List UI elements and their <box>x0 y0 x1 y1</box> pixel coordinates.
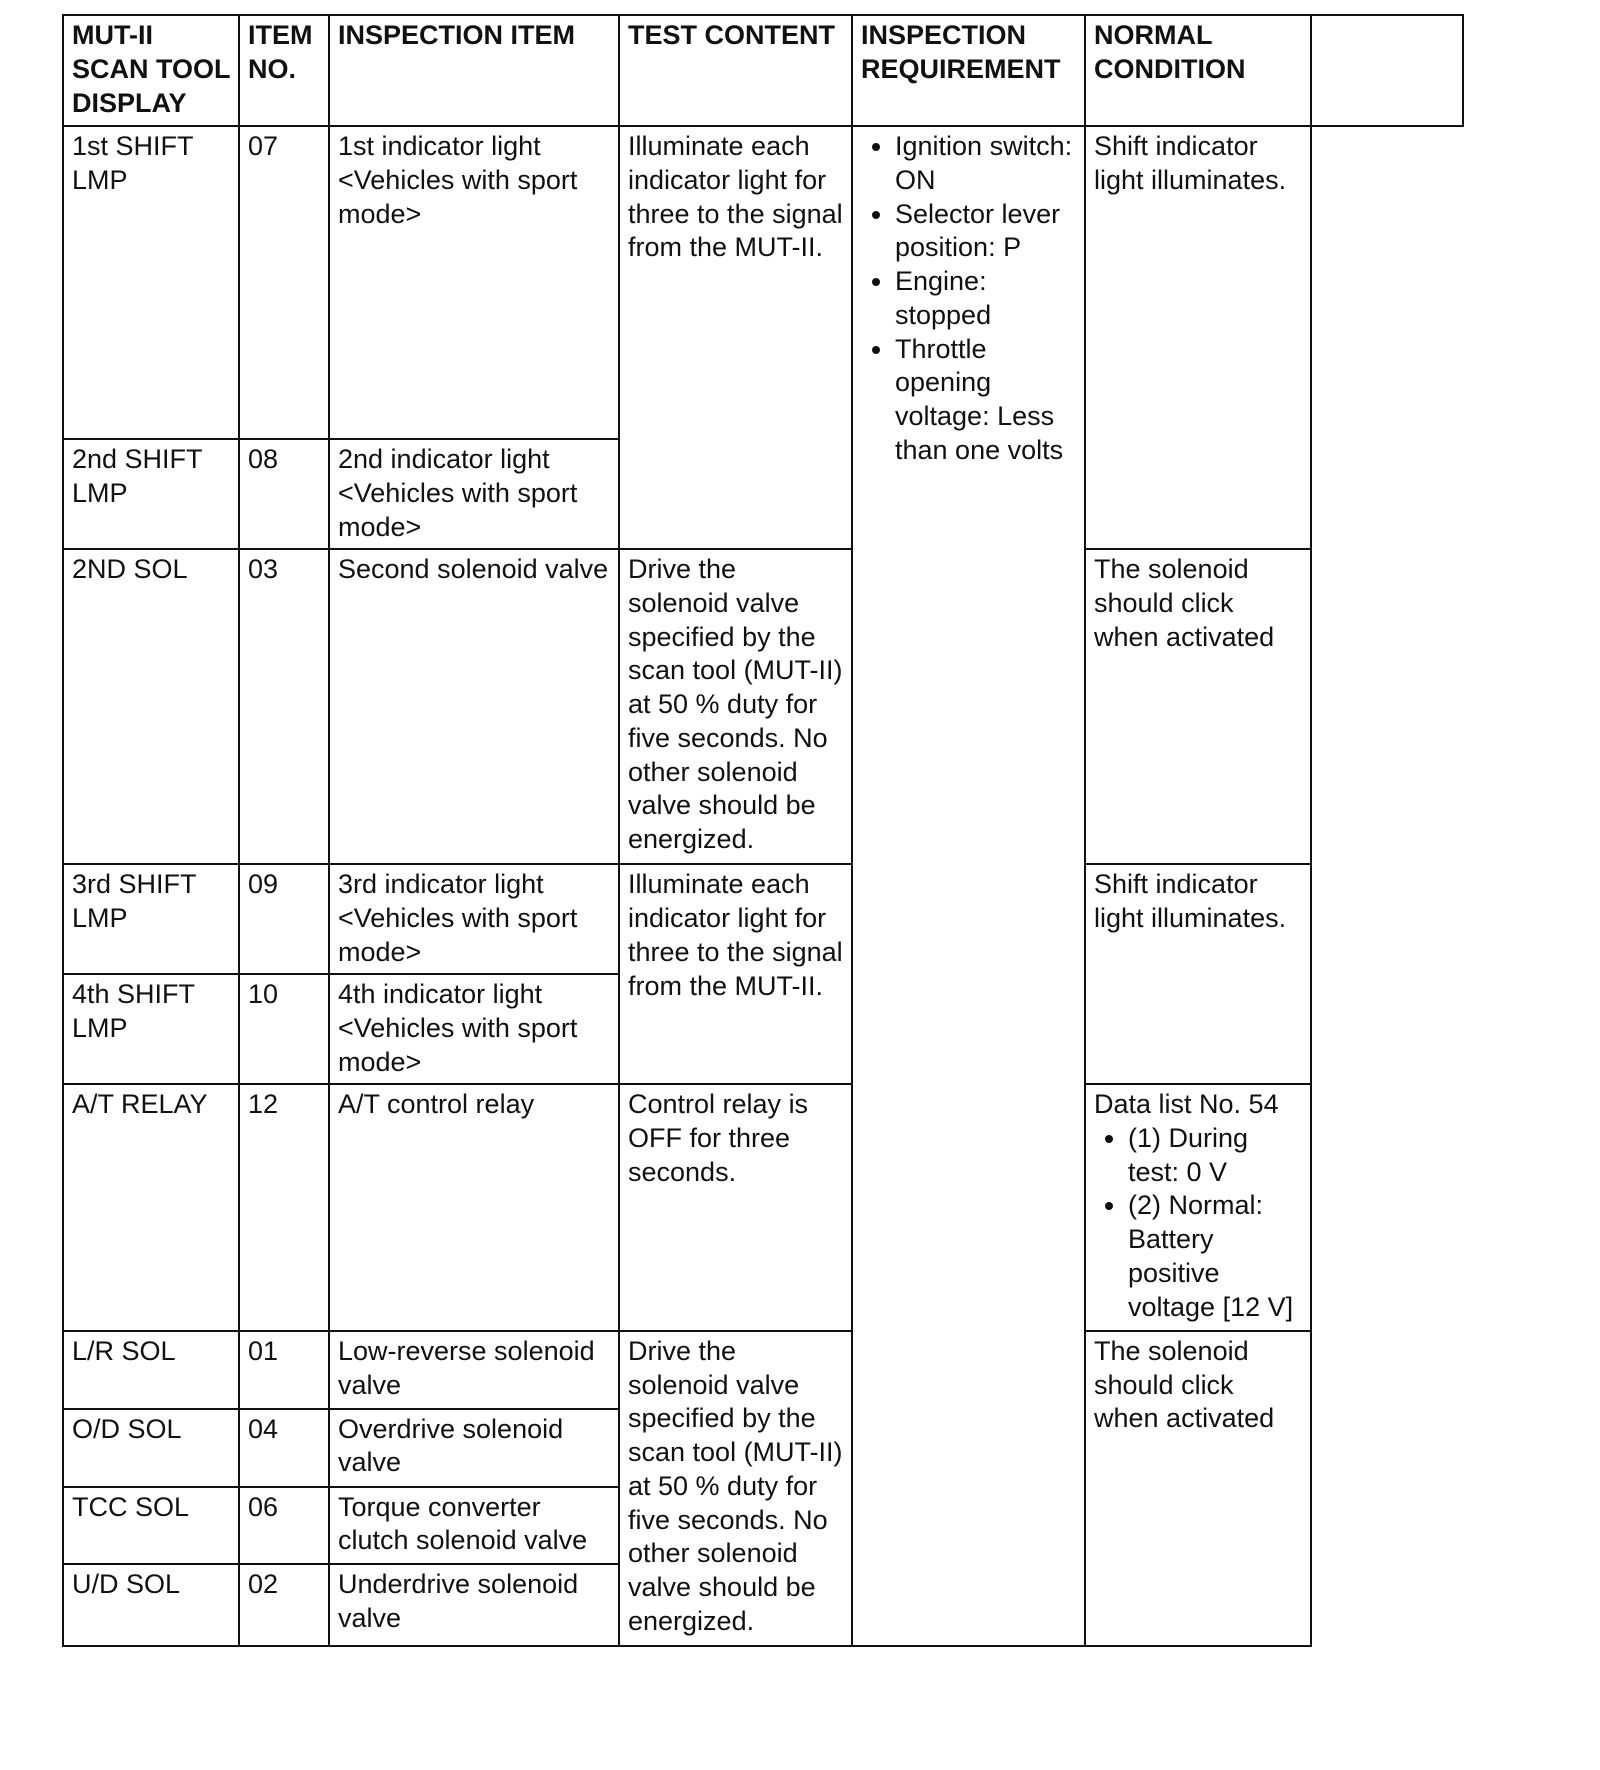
scan-tool-display-cell: TCC SOL <box>63 1487 239 1565</box>
table-row <box>63 126 1463 439</box>
list-item: • Ignition switch: ON <box>895 130 1077 198</box>
inspection-item-cell: Overdrive solenoid valve <box>329 1409 619 1487</box>
scan-tool-display-cell: A/T RELAY <box>63 1084 239 1331</box>
inspection-item-cell: Torque converter clutch solenoid valve <box>329 1487 619 1565</box>
inspection-item-cell: 4th indicator light <Vehicles with sport mode> <box>329 974 619 1084</box>
inspection-item-cell: 2nd indicator light <Vehicles with sport mode> <box>329 439 619 549</box>
item-no-cell: 09 <box>239 864 329 974</box>
normal-condition-cell: The solenoid should click when activated <box>1085 549 1311 864</box>
test-content-cell: Drive the solenoid valve specified by the scan tool (MUT-II) at 50 % duty for five seconds. No other solenoid valve should be energized. <box>619 549 852 864</box>
header-scan-tool-display: MUT-II SCAN TOOL DISPLAY <box>63 15 239 126</box>
scan-tool-display-cell: 1st SHIFT LMP <box>63 126 239 439</box>
inspection-item-cell: Second solenoid valve <box>329 549 619 864</box>
inspection-item-cell: 3rd indicator light <Vehicles with sport mode> <box>329 864 619 974</box>
item-no-cell: 10 <box>239 974 329 1084</box>
inspection-requirement-list <box>861 130 1077 468</box>
list-item: • Selector lever position: P <box>895 198 1077 266</box>
scan-tool-display-cell: 2nd SHIFT LMP <box>63 439 239 549</box>
test-content-cell: Illuminate each indicator light for three to the signal from the MUT-II. <box>619 126 852 549</box>
normal-condition-cell: Shift indicator light illuminates. <box>1085 126 1311 549</box>
inspection-requirement-cell <box>852 126 1085 1646</box>
data-list-title: Data list No. 54 <box>1094 1089 1279 1120</box>
normal-condition-cell <box>1085 1084 1311 1331</box>
scan-tool-display-cell: 3rd SHIFT LMP <box>63 864 239 974</box>
item-no-cell: 06 <box>239 1487 329 1565</box>
scan-tool-display-cell: 4th SHIFT LMP <box>63 974 239 1084</box>
scan-tool-display-cell: O/D SOL <box>63 1409 239 1487</box>
list-item: • (1) During test: 0 V <box>1128 1122 1303 1190</box>
item-no-cell: 08 <box>239 439 329 549</box>
table-row <box>63 1331 1463 1409</box>
actuator-test-table <box>62 14 1464 1647</box>
table-header-row <box>63 15 1463 126</box>
inspection-item-cell: Underdrive solenoid valve <box>329 1564 619 1646</box>
scan-tool-display-cell: 2ND SOL <box>63 549 239 864</box>
list-item: • Throttle opening voltage: Less than one volts <box>895 333 1077 468</box>
test-content-cell: Control relay is OFF for three seconds. <box>619 1084 852 1331</box>
item-no-cell: 04 <box>239 1409 329 1487</box>
header-inspection-item: INSPECTION ITEM <box>329 15 619 126</box>
right-margin <box>1311 15 1463 126</box>
scan-tool-display-cell: L/R SOL <box>63 1331 239 1409</box>
inspection-item-cell: Low-reverse solenoid valve <box>329 1331 619 1409</box>
header-inspection-requirement: INSPECTION REQUIREMENT <box>852 15 1085 126</box>
table-row <box>63 1084 1463 1331</box>
header-test-content: TEST CONTENT <box>619 15 852 126</box>
item-no-cell: 02 <box>239 1564 329 1646</box>
item-no-cell: 03 <box>239 549 329 864</box>
list-item: • Engine: stopped <box>895 265 1077 333</box>
item-no-cell: 01 <box>239 1331 329 1409</box>
header-normal-condition: NORMAL CONDITION <box>1085 15 1311 126</box>
list-item: • (2) Normal: Battery positive voltage [12 V] <box>1128 1189 1303 1324</box>
scan-tool-display-cell: U/D SOL <box>63 1564 239 1646</box>
inspection-item-cell: 1st indicator light <Vehicles with sport mode> <box>329 126 619 439</box>
inspection-item-cell: A/T control relay <box>329 1084 619 1331</box>
table-row <box>63 549 1463 864</box>
normal-condition-cell: Shift indicator light illuminates. <box>1085 864 1311 1084</box>
item-no-cell: 07 <box>239 126 329 439</box>
normal-condition-cell: The solenoid should click when activated <box>1085 1331 1311 1646</box>
test-content-cell: Drive the solenoid valve specified by the scan tool (MUT-II) at 50 % duty for five seconds. No other solenoid valve should be energized. <box>619 1331 852 1646</box>
inspection-table-sheet <box>62 14 1462 1647</box>
data-list-values <box>1094 1122 1303 1325</box>
table-row <box>63 864 1463 974</box>
test-content-cell: Illuminate each indicator light for three to the signal from the MUT-II. <box>619 864 852 1084</box>
header-item-no: ITEM NO. <box>239 15 329 126</box>
item-no-cell: 12 <box>239 1084 329 1331</box>
